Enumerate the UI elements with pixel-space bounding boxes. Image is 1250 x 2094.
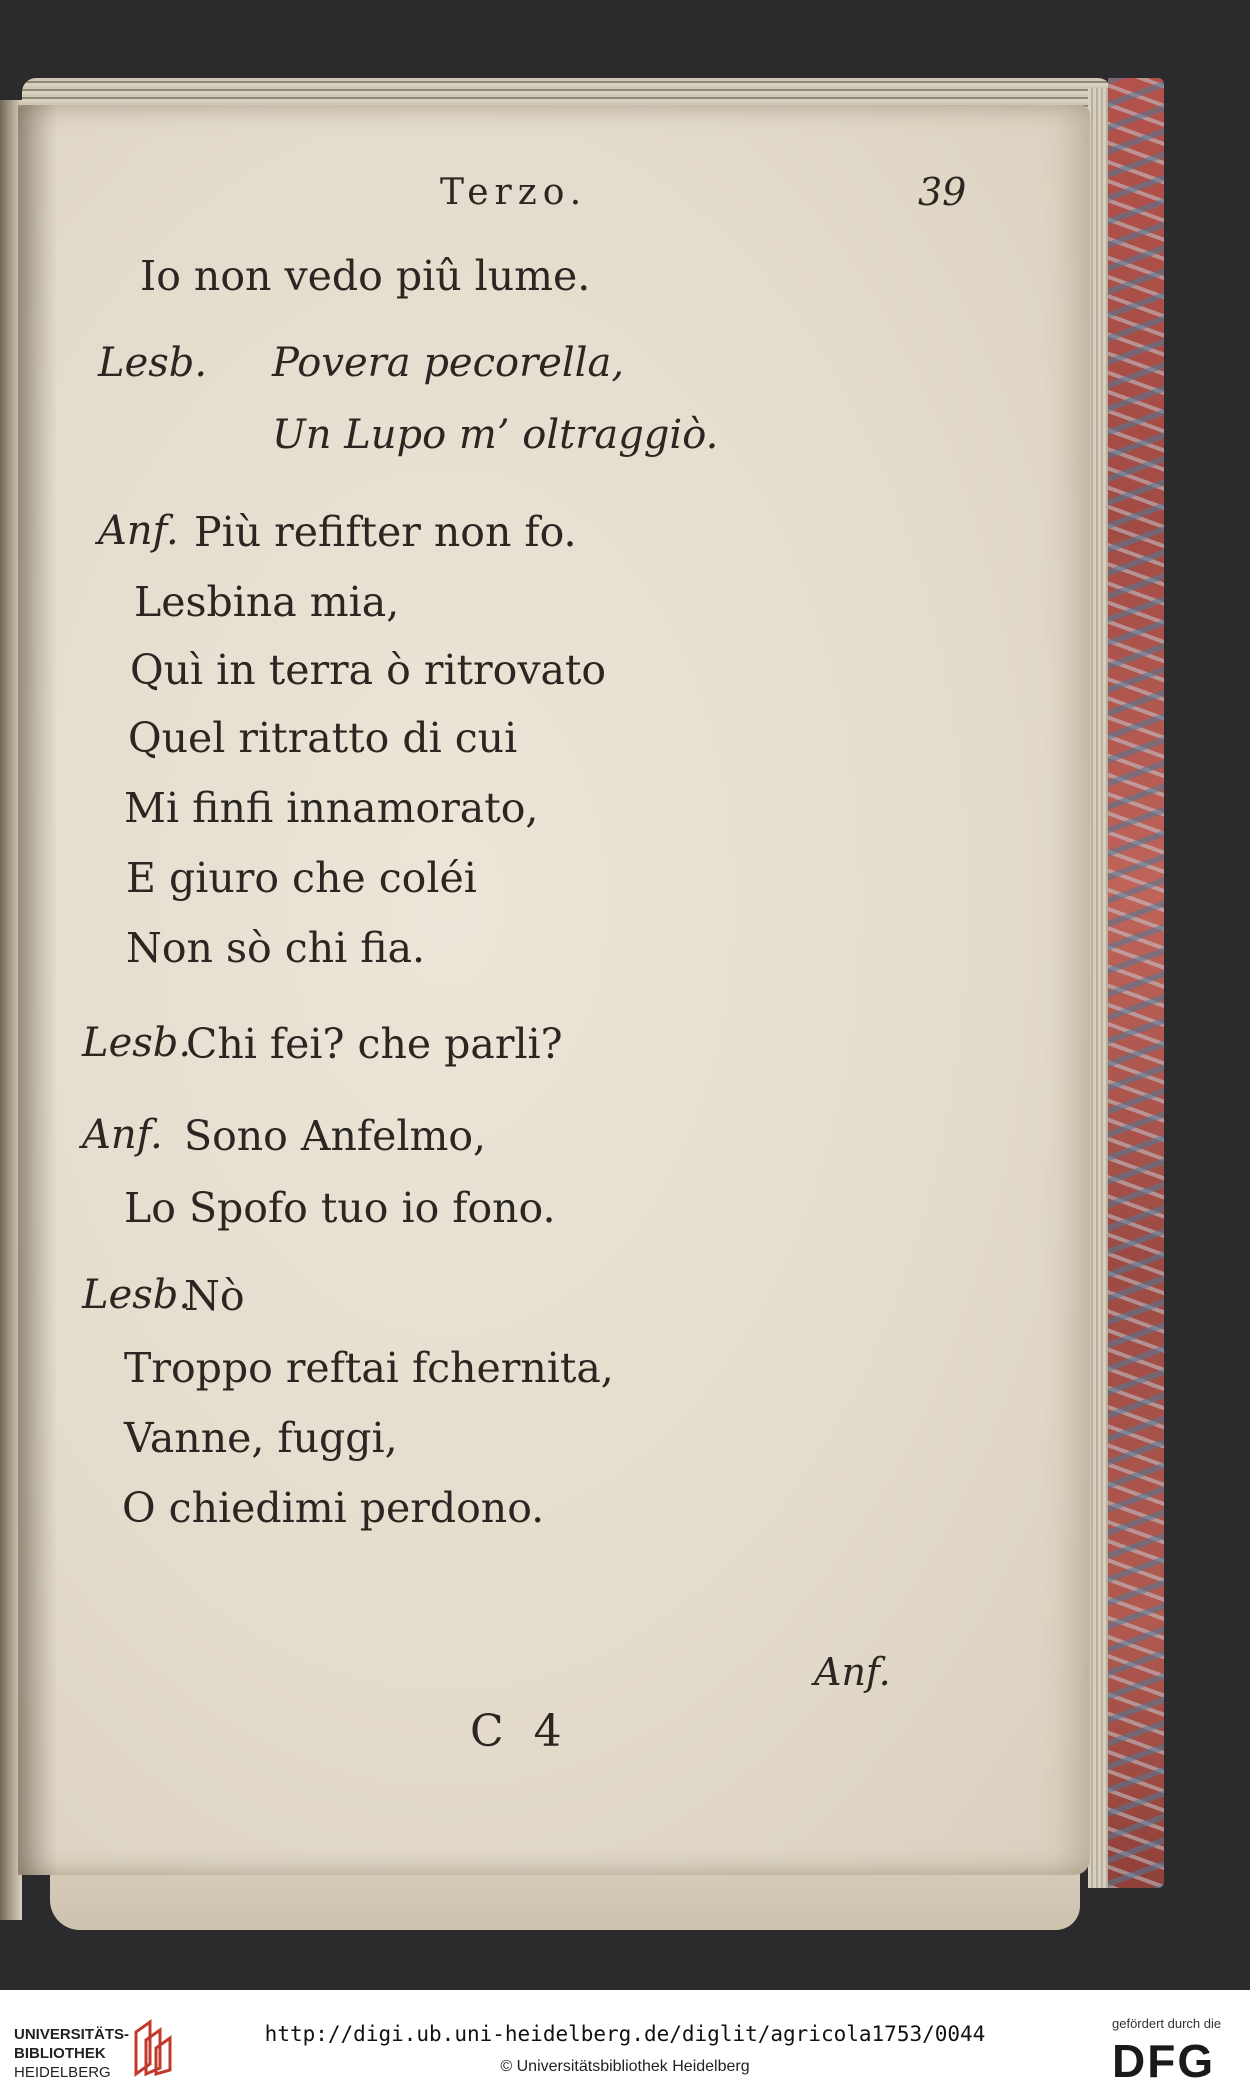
marbled-cover-edge <box>1108 78 1164 1888</box>
signature-mark: C 4 <box>470 1706 570 1757</box>
line-text: Un Lupo m’ oltraggiò. <box>272 412 719 458</box>
line-text: O chiedimi perdono. <box>122 1484 545 1532</box>
line-text: Più refifter non fo. <box>194 508 577 556</box>
speaker-label: Lesb. <box>98 340 208 386</box>
catchword: Anf. <box>814 1650 891 1694</box>
speaker-label: Lesb. <box>82 1272 192 1318</box>
running-header: Terzo. <box>440 172 588 213</box>
line-text: Lo Spofo tuo io fono. <box>124 1184 556 1232</box>
library-name-line3: HEIDELBERG <box>14 2064 111 2081</box>
line-text: Lesbina mia, <box>134 578 400 626</box>
line-text: Chi fei? che parli? <box>186 1020 563 1068</box>
funding-caption: gefördert durch die <box>1112 2016 1222 2031</box>
line-text: Quì in terra ò ritrovato <box>130 646 607 694</box>
line-text: Troppo reftai fchernita, <box>124 1344 614 1392</box>
page-number: 39 <box>918 170 967 214</box>
line-text: Mi finfi innamorato, <box>124 784 539 832</box>
line-text: Povera pecorella, <box>272 340 625 386</box>
library-name-line2: BIBLIOTHEK <box>14 2045 106 2062</box>
fore-edge <box>1088 88 1108 1888</box>
line-text: Sono Anfelmo, <box>184 1112 487 1160</box>
line-text: Nò <box>184 1272 245 1320</box>
line-text: Quel ritratto di cui <box>128 714 518 762</box>
speaker-label: Anf. <box>98 508 179 554</box>
speaker-label: Lesb. <box>82 1020 192 1066</box>
line-text: Io non vedo piû lume. <box>140 252 591 300</box>
gutter-shadow <box>18 105 58 1875</box>
line-text: Non sò chi fia. <box>126 924 426 972</box>
text-line <box>140 252 590 300</box>
line-text: E giuro che coléi <box>126 854 477 902</box>
permalink-url[interactable]: http://digi.ub.uni-heidelberg.de/diglit/agricola1753/0044 <box>264 2022 986 2046</box>
speaker-label: Anf. <box>82 1112 163 1158</box>
dfg-logo[interactable]: DFG <box>1112 2035 1216 2087</box>
copyright-notice: © Universitätsbibliothek Heidelberg <box>500 2058 750 2075</box>
line-text: Vanne, fuggi, <box>124 1414 398 1462</box>
library-name-line1: UNIVERSITÄTS- <box>14 2026 130 2043</box>
